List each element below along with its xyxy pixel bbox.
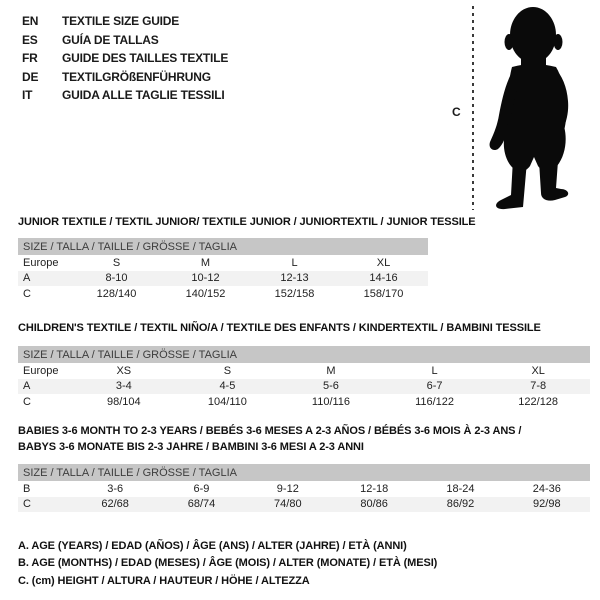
language-title: GUIDA ALLE TAGLIE TESSILI	[62, 88, 225, 103]
table-cell: 128/140	[96, 287, 137, 300]
table-cell: 140/152	[185, 287, 226, 300]
table-row	[18, 255, 428, 271]
table-cell: 3-4	[115, 380, 132, 393]
table-cell: 5-6	[323, 380, 339, 393]
table-cell: 92/98	[533, 498, 561, 511]
language-row	[22, 49, 228, 68]
table-cell: 68/74	[187, 498, 216, 511]
table-row	[18, 379, 590, 395]
table-cell: 62/68	[101, 498, 129, 511]
footnote-item: A. AGE (YEARS) / EDAD (AÑOS) / ÂGE (ANS) / ALTER (JAHRE) / ETÀ (ANNI)	[18, 539, 407, 552]
language-guide-list	[22, 12, 228, 105]
table-cell: 14-16	[369, 272, 398, 285]
table-cell: 3-6	[107, 482, 124, 495]
language-title: TEXTILGRÖßENFÜHRUNG	[62, 69, 211, 84]
table-cell: 10-12	[191, 272, 220, 285]
table-cell: 6-7	[426, 380, 443, 393]
row-label: Europe	[23, 256, 59, 269]
baby-silhouette-icon	[478, 3, 598, 213]
row-label: B	[23, 482, 31, 495]
language-title: GUÍA DE TALLAS	[62, 32, 159, 47]
footnote-item: C. (cm) HEIGHT / ALTURA / HAUTEUR / HÖHE / ALTEZZA	[18, 574, 310, 587]
table-cell: S	[223, 364, 232, 377]
language-title: TEXTILE SIZE GUIDE	[62, 14, 180, 29]
footnote-item: B. AGE (MONTHS) / EDAD (MESES) / ÂGE (MOIS) / ALTER (MONATE) / ETÀ (MESI)	[18, 557, 438, 570]
language-row	[22, 31, 228, 50]
table-row	[18, 286, 428, 302]
table-cell: 86/92	[446, 498, 475, 511]
children-table-title	[18, 321, 541, 337]
table-row	[18, 394, 590, 410]
size-table-header: SIZE / TALLA / TAILLE / GRÖSSE / TAGLIA	[18, 238, 428, 255]
size-table-header: SIZE / TALLA / TAILLE / GRÖSSE / TAGLIA	[18, 346, 590, 363]
table-cell: M	[200, 256, 211, 269]
language-row	[22, 86, 228, 105]
row-label: C	[23, 395, 31, 408]
table-cell: 7-8	[530, 380, 547, 393]
language-row	[22, 68, 228, 87]
junior-table-title	[18, 215, 476, 231]
size-table-header: SIZE / TALLA / TAILLE / GRÖSSE / TAGLIA	[18, 464, 590, 481]
table-cell: 152/158	[274, 287, 315, 300]
title-line: CHILDREN'S TEXTILE / TEXTIL NIÑO/A / TEXTILE DES ENFANTS / KINDERTEXTIL / BAMBINI TESSILE	[18, 322, 541, 334]
table-row	[18, 271, 428, 287]
table-row	[18, 363, 590, 379]
table-cell: 9-12	[276, 482, 299, 495]
language-code: FR	[22, 51, 38, 66]
table-cell: 122/128	[518, 395, 559, 408]
junior-size-table	[18, 238, 428, 302]
table-cell: XS	[116, 364, 132, 377]
table-cell: M	[326, 364, 336, 377]
children-size-table	[18, 346, 590, 410]
babies-size-table	[18, 464, 590, 512]
babies-table-title	[18, 424, 521, 455]
title-line: BABIES 3-6 MONTH TO 2-3 YEARS / BEBÉS 3-6 MESES A 2-3 AÑOS / BÉBÉS 3-6 MOIS À 2-3 ANS /	[18, 425, 522, 437]
table-cell: 6-9	[193, 482, 210, 495]
table-cell: XL	[531, 364, 545, 377]
height-measure-dashed-line	[472, 6, 474, 210]
row-label: Europe	[23, 364, 59, 377]
table-cell: 80/86	[360, 498, 388, 511]
table-cell: 12-13	[280, 272, 309, 285]
table-cell: 4-5	[219, 380, 236, 393]
table-cell: 8-10	[105, 272, 128, 285]
table-cell: S	[112, 256, 121, 269]
table-cell: XL	[376, 256, 391, 269]
title-line: JUNIOR TEXTILE / TEXTIL JUNIOR/ TEXTILE JUNIOR / JUNIORTEXTIL / JUNIOR TESSILE	[18, 216, 476, 228]
table-cell: 24-36	[532, 482, 561, 495]
table-row	[18, 497, 590, 513]
language-code: IT	[22, 88, 33, 103]
language-row	[22, 12, 228, 31]
footnote-list	[18, 537, 437, 590]
language-code: ES	[22, 32, 38, 47]
table-cell: 104/110	[207, 395, 247, 408]
row-label: C	[23, 287, 31, 300]
table-cell: 74/80	[274, 498, 302, 511]
table-cell: 110/116	[311, 395, 351, 408]
table-cell: L	[431, 364, 438, 377]
table-cell: L	[291, 256, 298, 269]
row-label: C	[23, 498, 31, 511]
table-cell: 116/122	[415, 395, 455, 408]
language-code: EN	[22, 14, 39, 29]
language-title: GUIDE DES TAILLES TEXTILE	[62, 51, 229, 66]
table-cell: 158/170	[363, 287, 404, 300]
table-cell: 18-24	[446, 482, 475, 495]
measure-label-c: C	[452, 105, 461, 119]
table-cell: 98/104	[106, 395, 141, 408]
row-label: A	[23, 380, 31, 393]
table-cell: 12-18	[360, 482, 389, 495]
row-label: A	[23, 272, 31, 285]
title-line: BABYS 3-6 MONATE BIS 2-3 JAHRE / BAMBINI 3-6 MESI A 2-3 ANNI	[18, 440, 364, 453]
table-row	[18, 481, 590, 497]
language-code: DE	[22, 69, 39, 84]
